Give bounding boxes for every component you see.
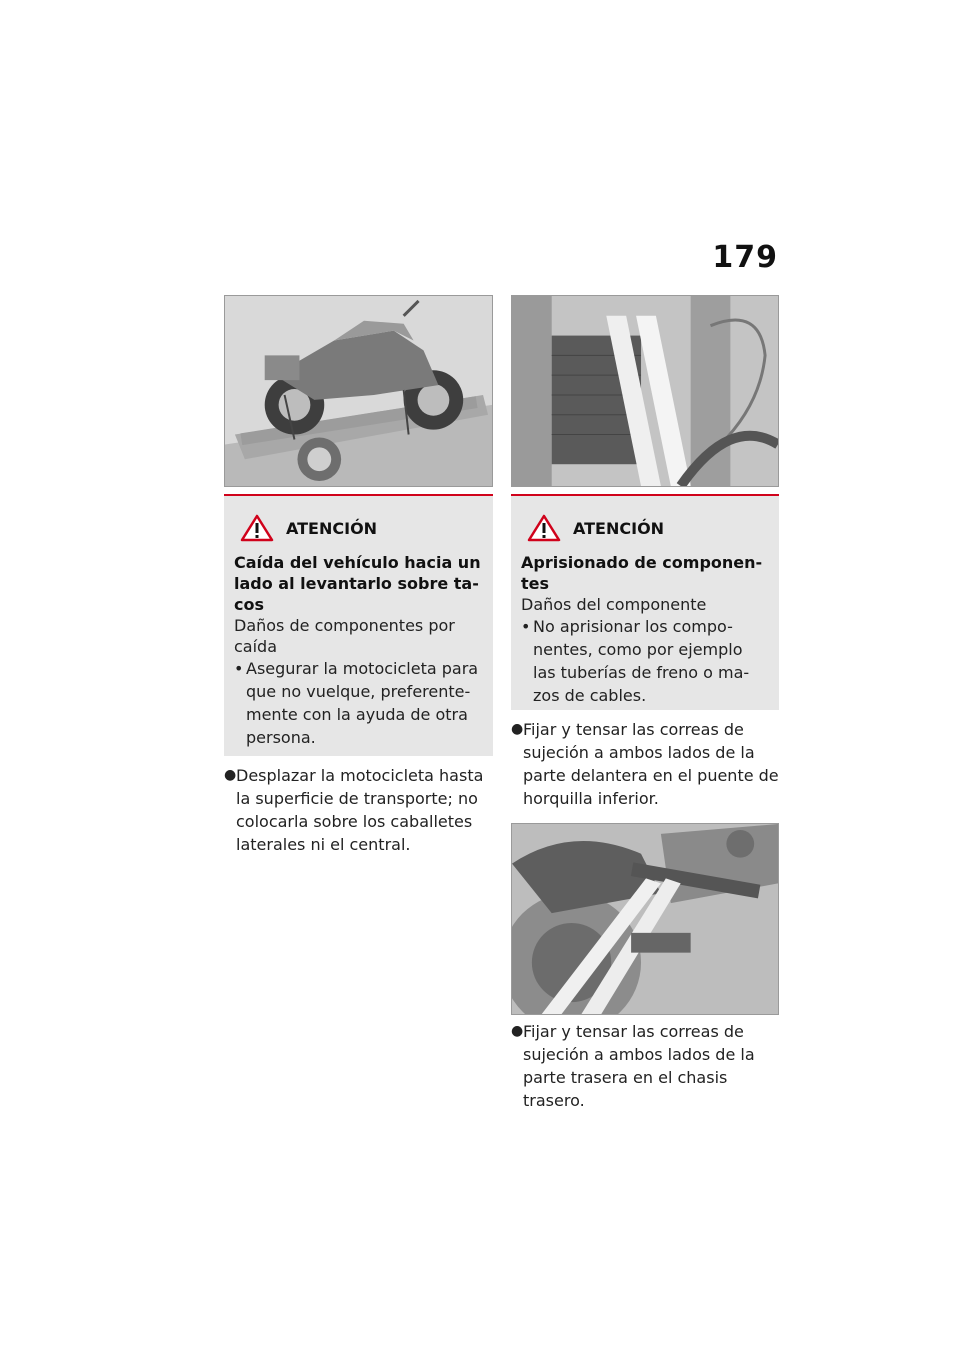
warning-instruction-text: No aprisionar los compo-nentes, como por ejemplo las tuberías de freno o ma-zos de cables.	[533, 617, 750, 705]
motorcycle-on-trailer-photo	[224, 295, 493, 487]
warning-triangle-icon	[527, 514, 561, 542]
warning-header	[234, 514, 483, 542]
page-number: 179	[712, 240, 778, 275]
warning-instruction	[234, 657, 483, 749]
rear-frame-straps-photo	[511, 823, 779, 1015]
front-fork-straps-photo	[511, 295, 779, 487]
step-bullet-icon: ●	[511, 1023, 524, 1039]
warning-triangle-icon	[240, 514, 274, 542]
warning-box-pinching	[511, 494, 779, 710]
warning-instruction	[521, 615, 769, 707]
step-text: Fijar y tensar las correas de sujeción a ambos lados de la parte trasera en el chasis trasero.	[523, 1022, 755, 1110]
bullet-marker-icon: •	[234, 659, 244, 678]
warning-description: Daños del componente	[521, 595, 707, 614]
warning-description: Daños de componentes por caída	[234, 616, 455, 656]
step-text: Fijar y tensar las correas de sujeción a ambos lados de la parte delantera en el puente de horquilla inferior.	[523, 720, 779, 808]
bullet-marker-icon: •	[521, 617, 531, 636]
step-fasten-front-straps	[511, 718, 779, 810]
warning-title: ATENCIÓN	[573, 518, 665, 538]
step-fasten-rear-straps	[511, 1020, 779, 1112]
step-text: Desplazar la motocicleta hasta la superficie de transporte; no colocarla sobre los caballetes laterales ni el central.	[236, 766, 484, 854]
step-move-to-transport-surface	[224, 764, 494, 856]
warning-box-tipping	[224, 494, 493, 756]
warning-instruction-text: Asegurar la motocicleta para que no vuelque, preferente-mente con la ayuda de otra persona.	[246, 659, 479, 747]
warning-subtitle: Caída del vehículo hacia un lado al levantarlo sobre ta-cos	[234, 553, 481, 614]
step-bullet-icon: ●	[511, 721, 524, 737]
warning-title: ATENCIÓN	[286, 518, 378, 538]
warning-subtitle: Aprisionado de componen-tes	[521, 553, 763, 593]
warning-header	[521, 514, 769, 542]
step-bullet-icon: ●	[224, 767, 237, 783]
